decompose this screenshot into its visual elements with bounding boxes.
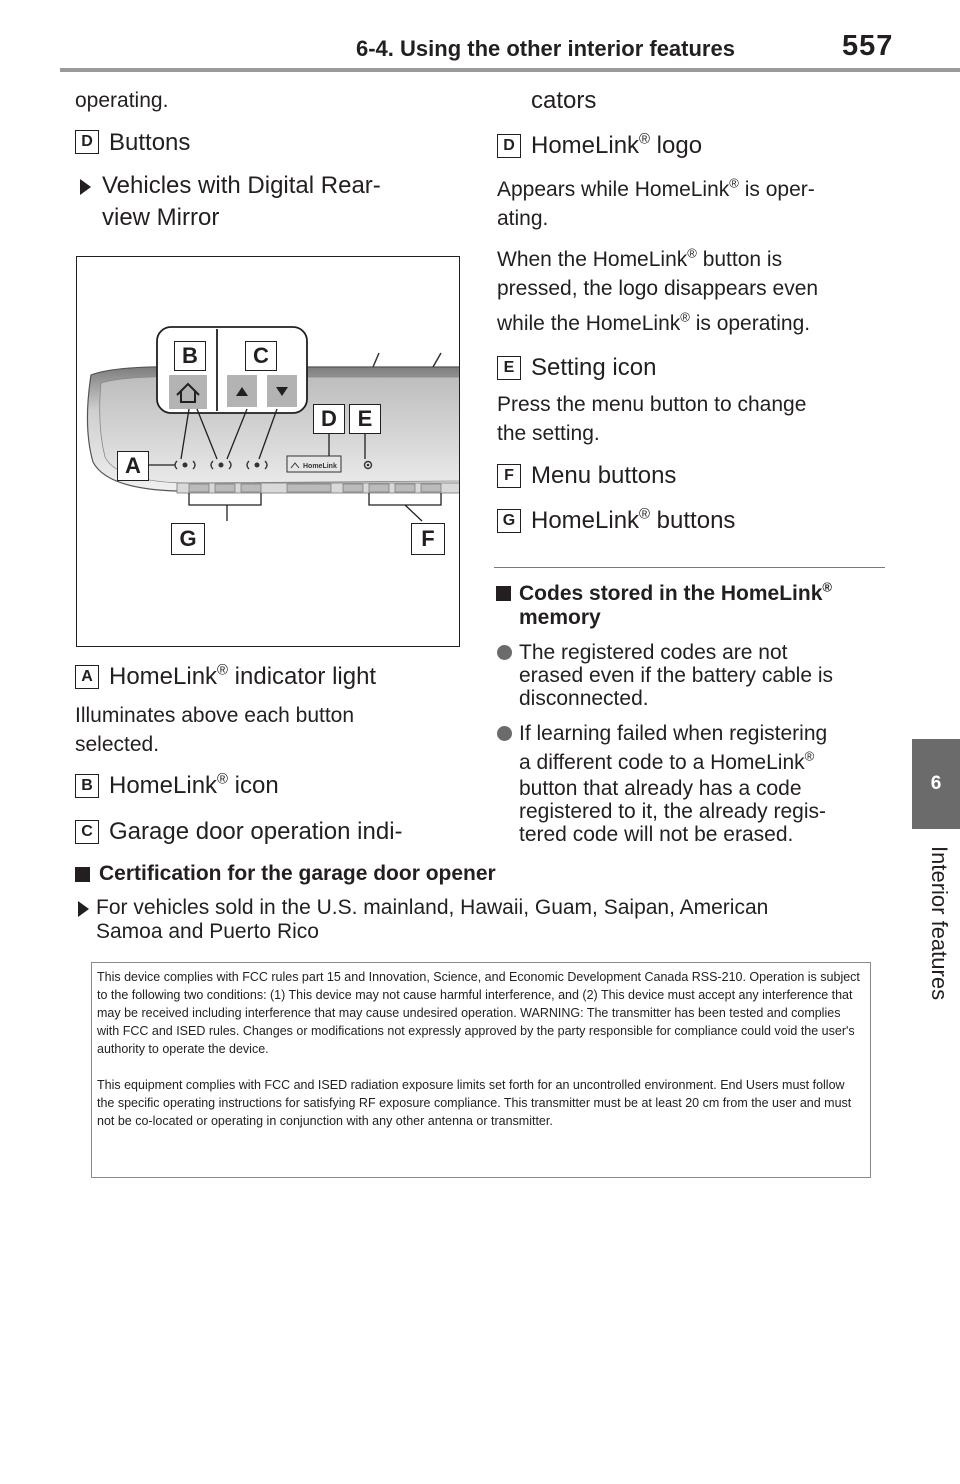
item-g-label: HomeLink® buttons [531,506,736,534]
fcc-compliance-box [91,962,871,1178]
bullet2-line2: a different code to a HomeLink® [519,748,815,774]
item-a-desc-line1: Illuminates above each button [75,704,355,727]
bullet1-line1: The registered codes are not [519,641,788,664]
rf-exposure-statement: This equipment complies with FCC and ISED radiation exposure limits set forth for an uncontrolled environment. End Users must follow the specific operating instructions for satisfying RF exposure compliance. This transmitter must be at least 20 cm from the user and must not be co-located or operating in conjunction with any other antenna or transmitter. [97,1078,852,1128]
codes-heading-line1: Codes stored in the HomeLink® [519,579,832,605]
item-a-desc-line2: selected. [75,733,160,756]
bullet2-line3: button that already has a code [519,777,802,800]
codes-heading-line2: memory [519,606,601,629]
callout-f: F [411,523,445,555]
callout-d: D [313,404,345,434]
item-d-label: Buttons [109,129,191,156]
callout-key-d-right: D [497,134,521,158]
item-d-right-label: HomeLink® logo [531,131,703,159]
section-marker-icon [75,867,90,882]
item-d-desc-line3: When the HomeLink® button is [497,245,783,271]
item-c-continued: cators [531,87,597,114]
chapter-label: Interior features [927,846,952,1001]
item-c-label: Garage door operation indi- [109,818,403,845]
callout-key-e: E [497,356,521,380]
callout-a: A [117,451,149,481]
bullet-dot-icon [497,645,512,660]
item-d-desc-line2: ating. [497,207,549,230]
section-marker-icon [496,586,511,601]
item-e-label: Setting icon [531,354,657,381]
rearview-mirror-diagram [76,256,460,647]
item-d-desc-line4: pressed, the logo disappears even [497,277,819,300]
bullet1-line3: disconnected. [519,687,649,710]
intro-text: operating. [75,89,169,112]
item-a-label: HomeLink® indicator light [109,662,377,690]
item-b-label: HomeLink® icon [109,771,279,799]
chapter-tab[interactable]: 6 [912,739,960,829]
callout-e: E [349,404,381,434]
item-d-desc-line5: while the HomeLink® is operating. [497,309,811,335]
callout-key-g: G [497,509,521,533]
item-f-label: Menu buttons [531,462,677,489]
triangle-bullet-icon [78,901,89,917]
bullet1-line2: erased even if the battery cable is [519,664,834,687]
bullet2-line4: registered to it, the already regis- [519,800,826,823]
item-e-desc-line2: the setting. [497,422,600,445]
vehicles-note-line1: Vehicles with Digital Rear- [102,172,381,199]
callout-c: C [245,341,277,371]
item-e-desc-line1: Press the menu button to change [497,393,807,416]
callout-g: G [171,523,205,555]
callout-key-b: B [75,774,99,798]
callout-key-c: C [75,820,99,844]
column-divider [494,567,885,568]
page-number: 557 [842,30,894,62]
bullet-dot-icon [497,726,512,741]
header-rule [60,68,960,72]
callout-key-a: A [75,665,99,689]
triangle-bullet-icon [80,179,91,195]
homelink-screen-logo: HomeLink [303,463,337,470]
certification-heading: Certification for the garage door opener [99,862,496,885]
callout-b: B [174,341,206,371]
callout-key-f: F [497,464,521,488]
vehicles-note-line2: view Mirror [102,204,220,231]
section-title: 6-4. Using the other interior features [356,36,735,61]
callout-key-d: D [75,130,99,154]
certification-region-line2: Samoa and Puerto Rico [96,920,319,943]
certification-region-line1: For vehicles sold in the U.S. mainland, Hawaii, Guam, Saipan, American [96,896,769,919]
fcc-statement: This device complies with FCC rules part 15 and Innovation, Science, and Economic Development Canada RSS-210. Operation is subject to the following two conditions: (1) This device may not cause harmful interference, and (2) This device must accept any interference that may be received including interference that may cause undesired operation. WARNING: The transmitter has been tested and complies with FCC and ISED rules. Changes or modifications not expressly approved by the party responsible for compliance could void the user's authority to operate the device. [97,970,860,1056]
bullet2-line5: tered code will not be erased. [519,823,794,846]
bullet2-line1: If learning failed when registering [519,722,828,745]
item-d-desc-line1: Appears while HomeLink® is oper- [497,175,815,201]
